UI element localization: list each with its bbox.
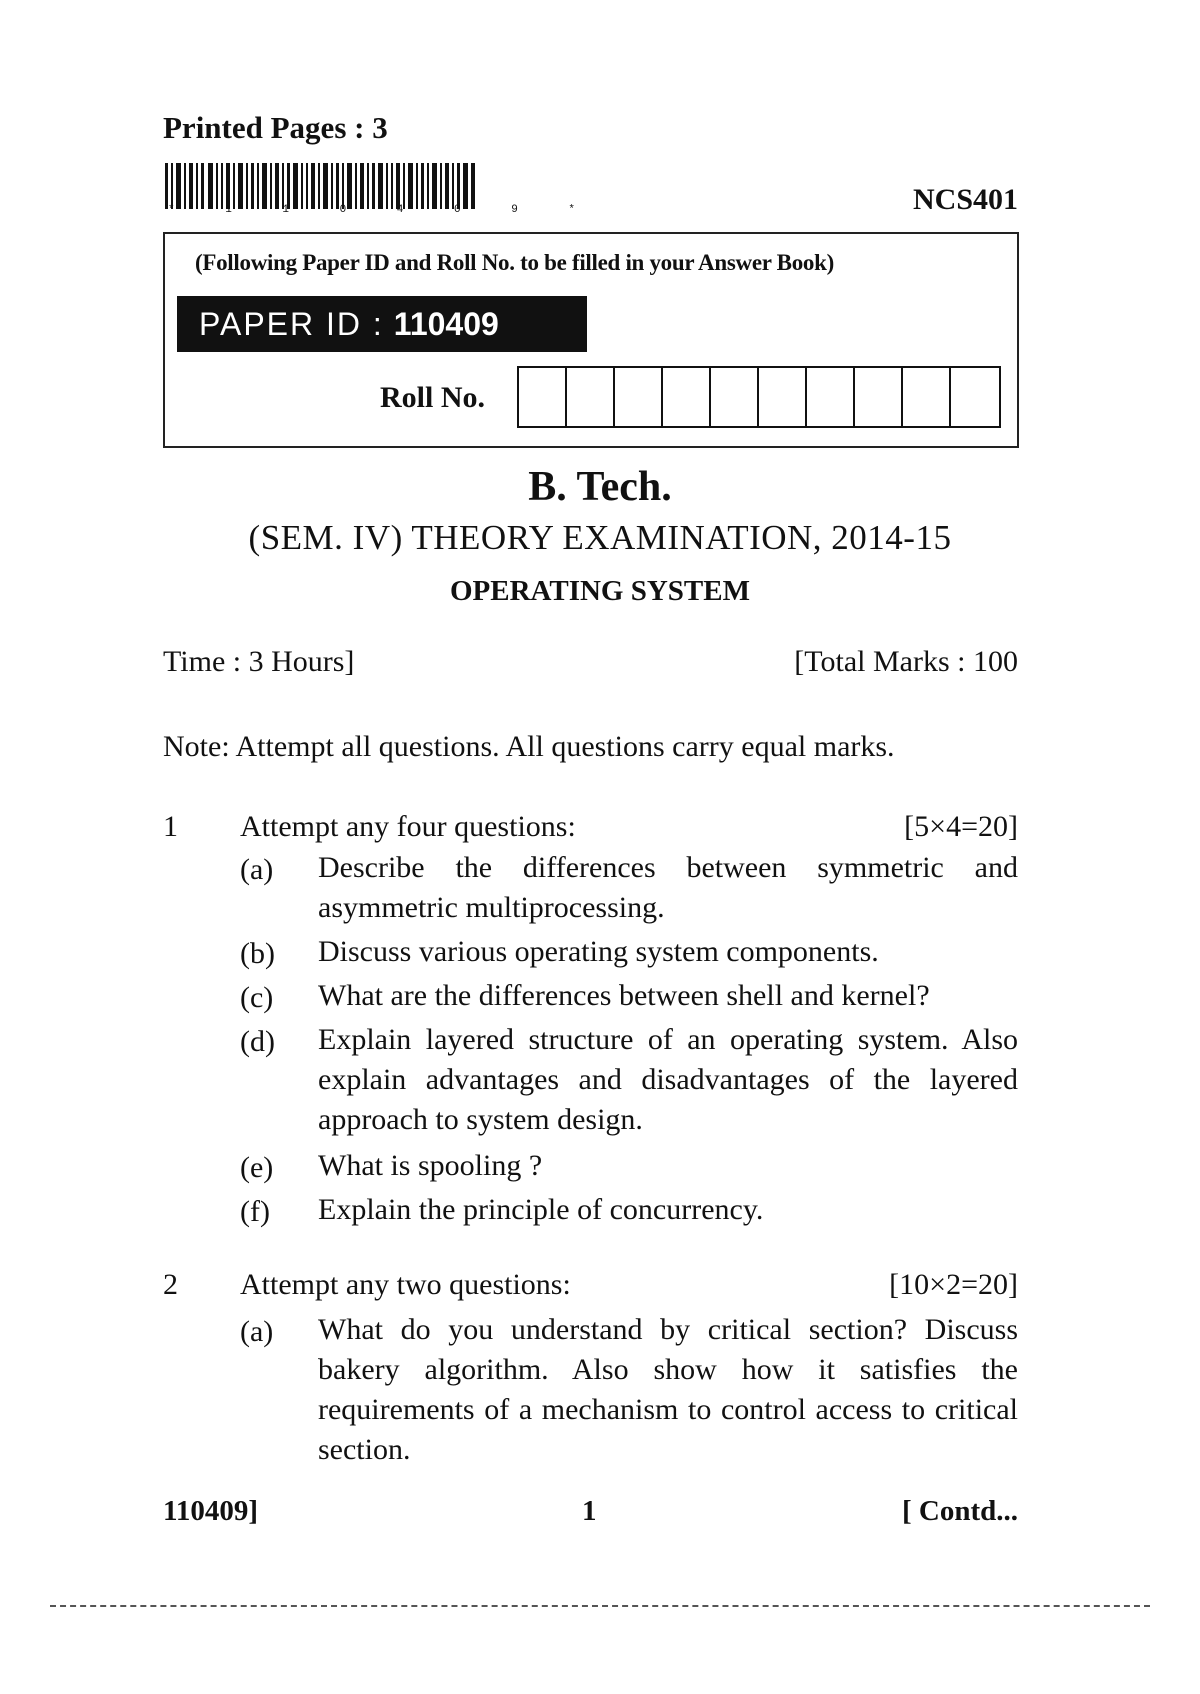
exam-duration: Time : 3 Hours] (163, 645, 355, 678)
roll-digit-box (903, 368, 951, 426)
part-text: What do you understand by critical section? Discuss bakery algorithm. Also show how it satisfies the requirements of a mechanism to control access to critical section. (318, 1313, 1018, 1466)
barcode-digits: * 1 1 0 4 0 9 * (168, 204, 598, 216)
part-text: Explain the principle of concurrency. (318, 1193, 764, 1226)
question-number: 2 (163, 1268, 178, 1301)
page-number: 1 (582, 1495, 597, 1527)
printed-pages: Printed Pages : 3 (163, 110, 388, 145)
degree-title: B. Tech. (528, 464, 672, 510)
instructions-note: Note: Attempt all questions. All questions carry equal marks. (163, 730, 895, 763)
question-number: 1 (163, 810, 178, 843)
subject-title: OPERATING SYSTEM (450, 575, 750, 607)
question-marks: [10×2=20] (889, 1268, 1018, 1301)
question-heading: Attempt any four questions: (240, 810, 576, 843)
roll-digit-box (615, 368, 663, 426)
paper-id-box (163, 232, 1019, 448)
part-label: (f) (240, 1195, 270, 1228)
part-text: Describe the differences between symmetric and asymmetric multiprocessing. (318, 851, 1018, 924)
question-heading: Attempt any two questions: (240, 1268, 571, 1301)
part-label: (d) (240, 1025, 275, 1058)
roll-digit-box (711, 368, 759, 426)
part-text: Discuss various operating system components. (318, 935, 879, 968)
part-text: Explain layered structure of an operating system. Also explain advantages and disadvantages of the layered approach to system design. (318, 1023, 1018, 1136)
roll-digit-box (663, 368, 711, 426)
roll-no-label: Roll No. (380, 381, 485, 414)
part-label: (a) (240, 853, 274, 886)
part-label: (a) (240, 1315, 274, 1348)
total-marks: [Total Marks : 100 (794, 645, 1018, 678)
roll-digit-box (567, 368, 615, 426)
roll-digit-box (807, 368, 855, 426)
part-label: (b) (240, 937, 275, 970)
roll-no-boxes (517, 366, 1001, 428)
paper-id-value: 110409 (393, 306, 499, 342)
paper-code: NCS401 (912, 183, 1018, 216)
page-divider (50, 1605, 1150, 1607)
roll-digit-box (951, 368, 999, 426)
barcode-image (165, 163, 475, 209)
part-label: (c) (240, 981, 274, 1014)
id-instruction: (Following Paper ID and Roll No. to be filled in your Answer Book) (195, 250, 834, 275)
footer-paper-id: 110409] (163, 1495, 259, 1527)
continued-label: [ Contd... (901, 1495, 1018, 1527)
exam-title: (SEM. IV) THEORY EXAMINATION, 2014-15 (248, 518, 952, 557)
paper-id-banner (177, 296, 587, 352)
part-label: (e) (240, 1151, 274, 1184)
paper-id-label: PAPER ID : (199, 306, 384, 342)
roll-digit-box (759, 368, 807, 426)
roll-digit-box (855, 368, 903, 426)
roll-digit-box (519, 368, 567, 426)
part-text: What is spooling ? (318, 1149, 543, 1182)
question-marks: [5×4=20] (904, 810, 1018, 843)
part-text: What are the differences between shell and kernel? (318, 979, 930, 1012)
